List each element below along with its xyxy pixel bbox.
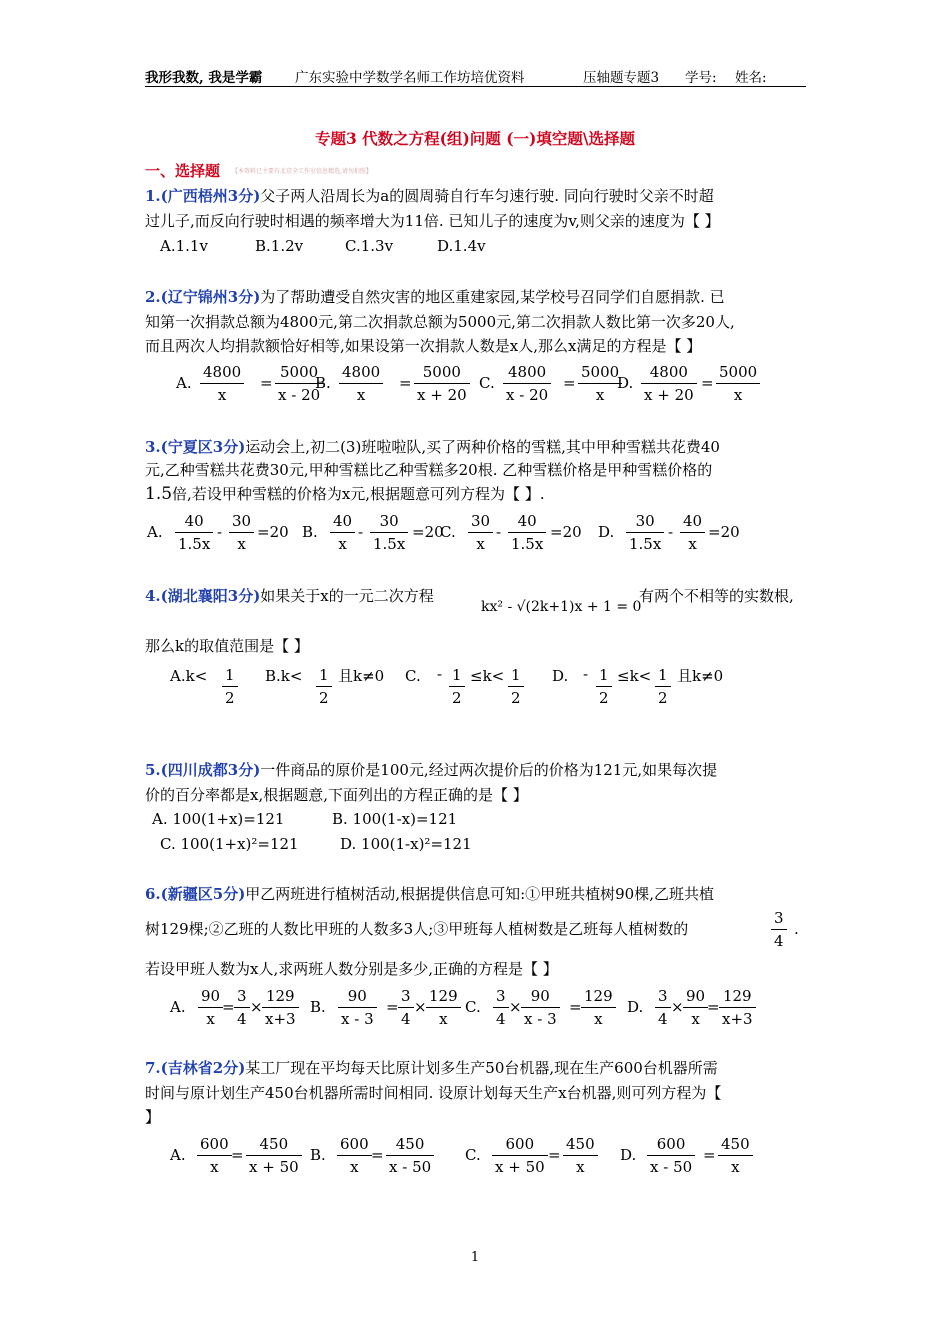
q6-option-d-frac1 xyxy=(655,985,671,1030)
q4-option-b-half xyxy=(316,664,332,709)
q4-option-b-cond: 且k≠0 xyxy=(338,667,385,685)
q3-line2: 元,乙种雪糕共花费30元,甲种雪糕比乙种雪糕多20根. 乙种雪糕价格是甲种雪糕价格的 xyxy=(145,461,713,479)
section-heading: 一、选择题 xyxy=(145,162,221,180)
q2-line3: 而且两次人均捐款额恰好相等,如果设第一次捐款人数是x人,那么x满足的方程是【 】 xyxy=(145,337,702,355)
q2-option-b-lhs xyxy=(339,361,383,406)
q3-option-a-minus: - xyxy=(217,523,223,541)
q3-head: 3.(宁夏区3分) xyxy=(145,438,246,456)
q7-option-b-lhs xyxy=(337,1133,372,1178)
q4-option-c-ineq: ≤k< xyxy=(470,667,505,685)
q6-option-a-frac3-den: x+3 xyxy=(265,1010,296,1028)
q5-option-b: B. 100(1-x)=121 xyxy=(332,810,458,828)
q6-option-a-op2: × xyxy=(250,998,263,1016)
q2-option-a-lhs xyxy=(200,361,244,406)
q6-option-d-frac2 xyxy=(683,985,708,1030)
q2-option-a-lhs-num: 4800 xyxy=(200,361,244,384)
q2-option-c-lhs xyxy=(503,361,551,406)
q2-option-d-lhs xyxy=(641,361,697,406)
q7-option-c-rhs-num: 450 xyxy=(563,1133,598,1156)
q6-option-c-op2: = xyxy=(569,998,582,1016)
q2-option-d-label: D. xyxy=(617,374,634,392)
q7-option-d-lhs-den: x - 50 xyxy=(650,1158,693,1176)
q3-ratio: 1.5 xyxy=(145,484,173,504)
q3-option-b-term1-den: x xyxy=(338,535,347,553)
q7-option-b-lhs-den: x xyxy=(350,1158,359,1176)
q6-line1 xyxy=(145,884,714,904)
q3-option-a-term1-den: 1.5x xyxy=(178,535,211,553)
q2-line1 xyxy=(145,287,725,307)
q6-option-a-frac2-num: 3 xyxy=(234,985,250,1008)
q2-option-a-lhs-den: x xyxy=(217,386,227,404)
header-source: 广东实验中学数学名师工作坊培优资料 xyxy=(295,70,525,86)
q6-option-b-frac3 xyxy=(426,985,461,1030)
q3-option-d-term1-den: 1.5x xyxy=(629,535,662,553)
q1-option-c: C.1.3v xyxy=(345,237,394,255)
q1-text1: 父子两人沿周长为a的圆周骑自行车匀速行驶. 同向行驶时父亲不时超 xyxy=(260,187,714,205)
q6-head: 6.(新疆区5分) xyxy=(145,885,246,903)
q4-option-d-neg: - xyxy=(583,665,589,683)
q7-line2: 时间与原计划生产450台机器所需时间相同. 设原计划每天生产x台机器,则可列方程为【 xyxy=(145,1084,722,1102)
q4-option-d-half2 xyxy=(655,664,671,709)
q5-head: 5.(四川成都3分) xyxy=(145,761,261,779)
q3-option-d-term1 xyxy=(626,510,664,555)
q6-option-b-frac2-num: 3 xyxy=(398,985,414,1008)
q4-option-b-half-den: 2 xyxy=(319,689,329,707)
q7-option-d-rhs-den: x xyxy=(731,1158,740,1176)
q4-option-d-ineq: ≤k< xyxy=(617,667,652,685)
q6-option-b-frac3-num: 129 xyxy=(426,985,461,1008)
q7-line1 xyxy=(145,1058,718,1078)
q3-option-c-term2-num: 40 xyxy=(508,510,546,533)
q7-option-d-label: D. xyxy=(620,1146,637,1164)
q2-option-b-rhs-num: 5000 xyxy=(414,361,470,384)
q6-frac-num: 3 xyxy=(771,907,787,930)
q6-option-b-op1: = xyxy=(386,998,399,1016)
q3-option-d-label: D. xyxy=(598,523,615,541)
q4-option-c-half2-num: 1 xyxy=(508,664,524,687)
q5-option-a: A. 100(1+x)=121 xyxy=(152,810,285,828)
q3-text1: 运动会上,初二(3)班啦啦队,买了两种价格的雪糕,其中甲种雪糕共花费40 xyxy=(245,438,720,456)
q2-option-c-lhs-num: 4800 xyxy=(503,361,551,384)
header-name: 姓名: xyxy=(735,70,767,86)
q7-option-a-label: A. xyxy=(170,1146,186,1164)
page-number: 1 xyxy=(470,1250,480,1265)
q2-option-c-label: C. xyxy=(479,374,495,392)
q6-frac-den: 4 xyxy=(774,932,784,950)
q3-option-a-term2-num: 30 xyxy=(229,510,254,533)
q7-option-a-lhs-num: 600 xyxy=(197,1133,232,1156)
q3-option-b-term2 xyxy=(370,510,408,555)
q7-line3: 】 xyxy=(145,1108,161,1126)
q4-option-c-half1 xyxy=(449,664,465,709)
q2-option-c-rhs-num: 5000 xyxy=(578,361,622,384)
q3-option-a-term1-num: 40 xyxy=(175,510,213,533)
tiny-note: 【本资料已主要有北京全工作室信息精选,请勿拍照】 xyxy=(232,168,372,175)
q7-option-a-rhs-num: 450 xyxy=(246,1133,302,1156)
q7-option-a-lhs-den: x xyxy=(210,1158,219,1176)
q6-option-d-frac2-den: x xyxy=(691,1010,700,1028)
header-topic: 压轴题专题3 xyxy=(583,70,660,86)
q6-option-b-op2: × xyxy=(414,998,427,1016)
q6-option-d-frac2-num: 90 xyxy=(683,985,708,1008)
q4-option-d-cond: 且k≠0 xyxy=(677,667,724,685)
q6-option-a-frac2-den: 4 xyxy=(237,1010,247,1028)
page-title: 专题3 代数之方程(组)问题 (一)填空题\选择题 xyxy=(314,129,636,148)
q2-option-c-rhs-den: x xyxy=(595,386,605,404)
q6-option-c-frac3-den: x xyxy=(594,1010,603,1028)
q7-option-b-rhs-den: x - 50 xyxy=(389,1158,432,1176)
q3-option-c-term1-num: 30 xyxy=(468,510,493,533)
q2-option-a-label: A. xyxy=(176,374,192,392)
q6-option-b-frac1-num: 90 xyxy=(338,985,377,1008)
q3-option-a-term2 xyxy=(229,510,254,555)
q7-option-d-eq: = xyxy=(703,1146,716,1164)
q4-option-c-neg: - xyxy=(437,665,443,683)
q6-option-a-frac3 xyxy=(262,985,299,1030)
q2-option-b-lhs-den: x xyxy=(356,386,366,404)
q6-line3: 若设甲班人数为x人,求两班人数分别是多少,正确的方程是【 】 xyxy=(145,960,558,978)
q6-option-b-frac1-den: x - 3 xyxy=(341,1010,374,1028)
q6-option-a-frac1 xyxy=(198,985,223,1030)
q7-option-c-eq: = xyxy=(548,1146,561,1164)
q7-option-d-rhs-num: 450 xyxy=(718,1133,753,1156)
q3-option-b-term1 xyxy=(330,510,355,555)
q6-option-d-frac3-den: x+3 xyxy=(722,1010,753,1028)
q2-option-c-lhs-den: x - 20 xyxy=(506,386,549,404)
q6-option-c-frac2 xyxy=(521,985,560,1030)
q2-option-a-rhs-num: 5000 xyxy=(275,361,323,384)
q2-option-b-label: B. xyxy=(315,374,331,392)
q3-option-c-term2 xyxy=(508,510,546,555)
q6-option-a-frac2 xyxy=(234,985,250,1030)
q7-option-c-rhs-den: x xyxy=(576,1158,585,1176)
q6-option-d-frac1-den: 4 xyxy=(658,1010,668,1028)
q1-head: 1.(广西梧州3分) xyxy=(145,187,261,205)
q3-option-a-label: A. xyxy=(147,523,163,541)
q6-option-d-frac3-num: 129 xyxy=(719,985,756,1008)
q3-option-b-term2-num: 30 xyxy=(370,510,408,533)
q4-text1: 如果关于x的一元二次方程 xyxy=(260,587,434,605)
q2-option-a-eq: = xyxy=(260,374,273,392)
q3-option-b-term1-num: 40 xyxy=(330,510,355,533)
q2-option-d-lhs-den: x + 20 xyxy=(644,386,694,404)
q7-option-a-lhs xyxy=(197,1133,232,1178)
q6-option-a-frac1-den: x xyxy=(206,1010,215,1028)
q7-option-b-label: B. xyxy=(310,1146,326,1164)
q6-option-d-frac1-num: 3 xyxy=(655,985,671,1008)
q7-option-b-rhs-num: 450 xyxy=(386,1133,434,1156)
q7-option-a-rhs-den: x + 50 xyxy=(249,1158,299,1176)
q6-option-d-op1: × xyxy=(671,998,684,1016)
q4-head: 4.(湖北襄阳3分) xyxy=(145,587,261,605)
q6-option-c-frac2-den: x - 3 xyxy=(524,1010,557,1028)
q5-line2: 价的百分率都是x,根据题意,下面列出的方程正确的是【 】 xyxy=(145,786,528,804)
q4-option-b-label: B.k< xyxy=(265,667,303,685)
q2-option-c-rhs xyxy=(578,361,622,406)
q3-option-b-rhs: =20 xyxy=(412,523,444,541)
q3-option-c-rhs: =20 xyxy=(550,523,582,541)
q5-option-c: C. 100(1+x)²=121 xyxy=(160,835,299,853)
q2-option-b-eq: = xyxy=(399,374,412,392)
q6-option-c-frac3 xyxy=(581,985,616,1030)
q4-option-c-label: C. xyxy=(405,667,421,685)
q4-option-a-half-num: 1 xyxy=(222,664,238,687)
q5-line1 xyxy=(145,760,717,780)
q6-line2: 树129棵;②乙班的人数比甲班的人数多3人;③甲班每人植树数是乙班每人植树数的 xyxy=(145,920,689,938)
q6-option-a-op1: = xyxy=(222,998,235,1016)
q6-option-d-frac3 xyxy=(719,985,756,1030)
page-header xyxy=(145,66,806,87)
q6-option-b-frac1 xyxy=(338,985,377,1030)
q3-option-d-term2 xyxy=(680,510,705,555)
q2-option-d-rhs-den: x xyxy=(733,386,743,404)
q7-option-c-lhs-num: 600 xyxy=(492,1133,548,1156)
q6-option-c-frac1 xyxy=(493,985,509,1030)
q2-option-b-rhs xyxy=(414,361,470,406)
q2-option-c-eq: = xyxy=(563,374,576,392)
q7-option-d-lhs-num: 600 xyxy=(647,1133,695,1156)
q3-line1 xyxy=(145,437,720,457)
q1-option-d: D.1.4v xyxy=(437,237,486,255)
header-student-no: 学号: xyxy=(685,70,717,86)
q3-option-d-minus: - xyxy=(668,523,674,541)
q2-option-d-lhs-num: 4800 xyxy=(641,361,697,384)
q7-option-a-rhs xyxy=(246,1133,302,1178)
q6-option-d-label: D. xyxy=(627,998,644,1016)
q6-option-b-frac2 xyxy=(398,985,414,1030)
q6-text1: 甲乙两班进行植树活动,根据提供信息可知:①甲班共植树90棵,乙班共植 xyxy=(245,885,714,903)
q4-text1b: 有两个不相等的实数根, xyxy=(639,587,794,605)
q3-option-d-term2-num: 40 xyxy=(680,510,705,533)
q1-option-b: B.1.2v xyxy=(255,237,304,255)
q3-option-a-rhs: =20 xyxy=(257,523,289,541)
q3-line3 xyxy=(145,484,545,504)
q1-line2: 过儿子,而反向行驶时相遇的频率增大为11倍. 已知儿子的速度为v,则父亲的速度为【 】 xyxy=(145,212,720,230)
q4-option-d-half2-den: 2 xyxy=(658,689,668,707)
q7-option-d-lhs xyxy=(647,1133,695,1178)
q4-line2: 那么k的取值范围是【 】 xyxy=(145,637,309,655)
q3-text3: 倍,若设甲种雪糕的价格为x元,根据题意可列方程为【 】. xyxy=(172,485,545,503)
q6-option-d-op2: = xyxy=(707,998,720,1016)
q2-option-d-rhs xyxy=(716,361,760,406)
q3-option-a-term2-den: x xyxy=(237,535,246,553)
q6-option-c-frac1-den: 4 xyxy=(496,1010,506,1028)
q4-option-c-half1-den: 2 xyxy=(452,689,462,707)
q6-option-c-op1: × xyxy=(509,998,522,1016)
q2-option-b-lhs-num: 4800 xyxy=(339,361,383,384)
q6-option-c-frac1-num: 3 xyxy=(493,985,509,1008)
q6-option-c-label: C. xyxy=(465,998,481,1016)
q6-option-c-frac2-num: 90 xyxy=(521,985,560,1008)
q3-option-c-term2-den: 1.5x xyxy=(511,535,544,553)
q6-option-b-frac2-den: 4 xyxy=(401,1010,411,1028)
q4-option-c-half1-num: 1 xyxy=(449,664,465,687)
q2-head: 2.(辽宁锦州3分) xyxy=(145,288,261,306)
q7-text1: 某工厂现在平均每天比原计划多生产50台机器,现在生产600台机器所需 xyxy=(245,1059,718,1077)
q6-option-a-frac1-num: 90 xyxy=(198,985,223,1008)
q3-option-d-term1-num: 30 xyxy=(626,510,664,533)
q1-line1 xyxy=(145,186,714,206)
q3-option-a-term1 xyxy=(175,510,213,555)
q6-option-c-frac3-num: 129 xyxy=(581,985,616,1008)
q6-option-b-frac3-den: x xyxy=(439,1010,448,1028)
q4-option-d-half1-num: 1 xyxy=(596,664,612,687)
q7-option-c-lhs-den: x + 50 xyxy=(495,1158,545,1176)
q2-option-b-rhs-den: x + 20 xyxy=(417,386,467,404)
q7-option-c-lhs xyxy=(492,1133,548,1178)
q7-option-c-rhs xyxy=(563,1133,598,1178)
q7-option-d-rhs xyxy=(718,1133,753,1178)
q2-option-d-eq: = xyxy=(701,374,714,392)
q4-option-c-half2-den: 2 xyxy=(511,689,521,707)
q7-option-b-rhs xyxy=(386,1133,434,1178)
q1-option-a: A.1.1v xyxy=(160,237,208,255)
q3-option-d-term2-den: x xyxy=(688,535,697,553)
q7-option-b-eq: = xyxy=(371,1146,384,1164)
q3-option-c-term1 xyxy=(468,510,493,555)
q3-option-d-rhs: =20 xyxy=(708,523,740,541)
q2-text1: 为了帮助遭受自然灾害的地区重建家园,某学校号召同学们自愿捐款. 已 xyxy=(260,288,725,306)
q4-option-a-half-den: 2 xyxy=(225,689,235,707)
q7-option-a-eq: = xyxy=(231,1146,244,1164)
q6-line2-end: . xyxy=(794,920,799,938)
q4-option-d-half1 xyxy=(596,664,612,709)
q2-line2: 知第一次捐款总额为4800元,第二次捐款总额为5000元,第二次捐款人数比第一次多20人, xyxy=(145,313,735,331)
q4-option-d-half1-den: 2 xyxy=(599,689,609,707)
q4-option-d-label: D. xyxy=(552,667,569,685)
q4-line1 xyxy=(145,586,434,606)
q4-option-a-half xyxy=(222,664,238,709)
q6-frac-3-4 xyxy=(771,907,787,952)
q3-option-c-term1-den: x xyxy=(476,535,485,553)
q4-option-c-half2 xyxy=(508,664,524,709)
q4-option-b-half-num: 1 xyxy=(316,664,332,687)
q3-option-b-term2-den: 1.5x xyxy=(373,535,406,553)
q3-option-c-minus: - xyxy=(496,523,502,541)
q3-option-b-label: B. xyxy=(302,523,318,541)
q7-option-b-lhs-num: 600 xyxy=(337,1133,372,1156)
q4-option-d-half2-num: 1 xyxy=(655,664,671,687)
q4-option-a-label: A.k< xyxy=(170,667,208,685)
q7-option-c-label: C. xyxy=(465,1146,481,1164)
q4-equation: kx² - √(2k+1)x + 1 = 0 xyxy=(481,599,642,615)
q3-option-c-label: C. xyxy=(440,523,456,541)
q2-option-d-rhs-num: 5000 xyxy=(716,361,760,384)
q2-option-a-rhs-den: x - 20 xyxy=(278,386,321,404)
q6-option-b-label: B. xyxy=(310,998,326,1016)
q6-option-a-label: A. xyxy=(170,998,186,1016)
header-motto: 我形我数, 我是学霸 xyxy=(145,70,263,86)
q5-text1: 一件商品的原价是100元,经过两次提价后的价格为121元,如果每次提 xyxy=(260,761,718,779)
q5-option-d: D. 100(1-x)²=121 xyxy=(340,835,472,853)
q3-option-b-minus: - xyxy=(358,523,364,541)
q6-option-a-frac3-num: 129 xyxy=(262,985,299,1008)
q7-head: 7.(吉林省2分) xyxy=(145,1059,246,1077)
